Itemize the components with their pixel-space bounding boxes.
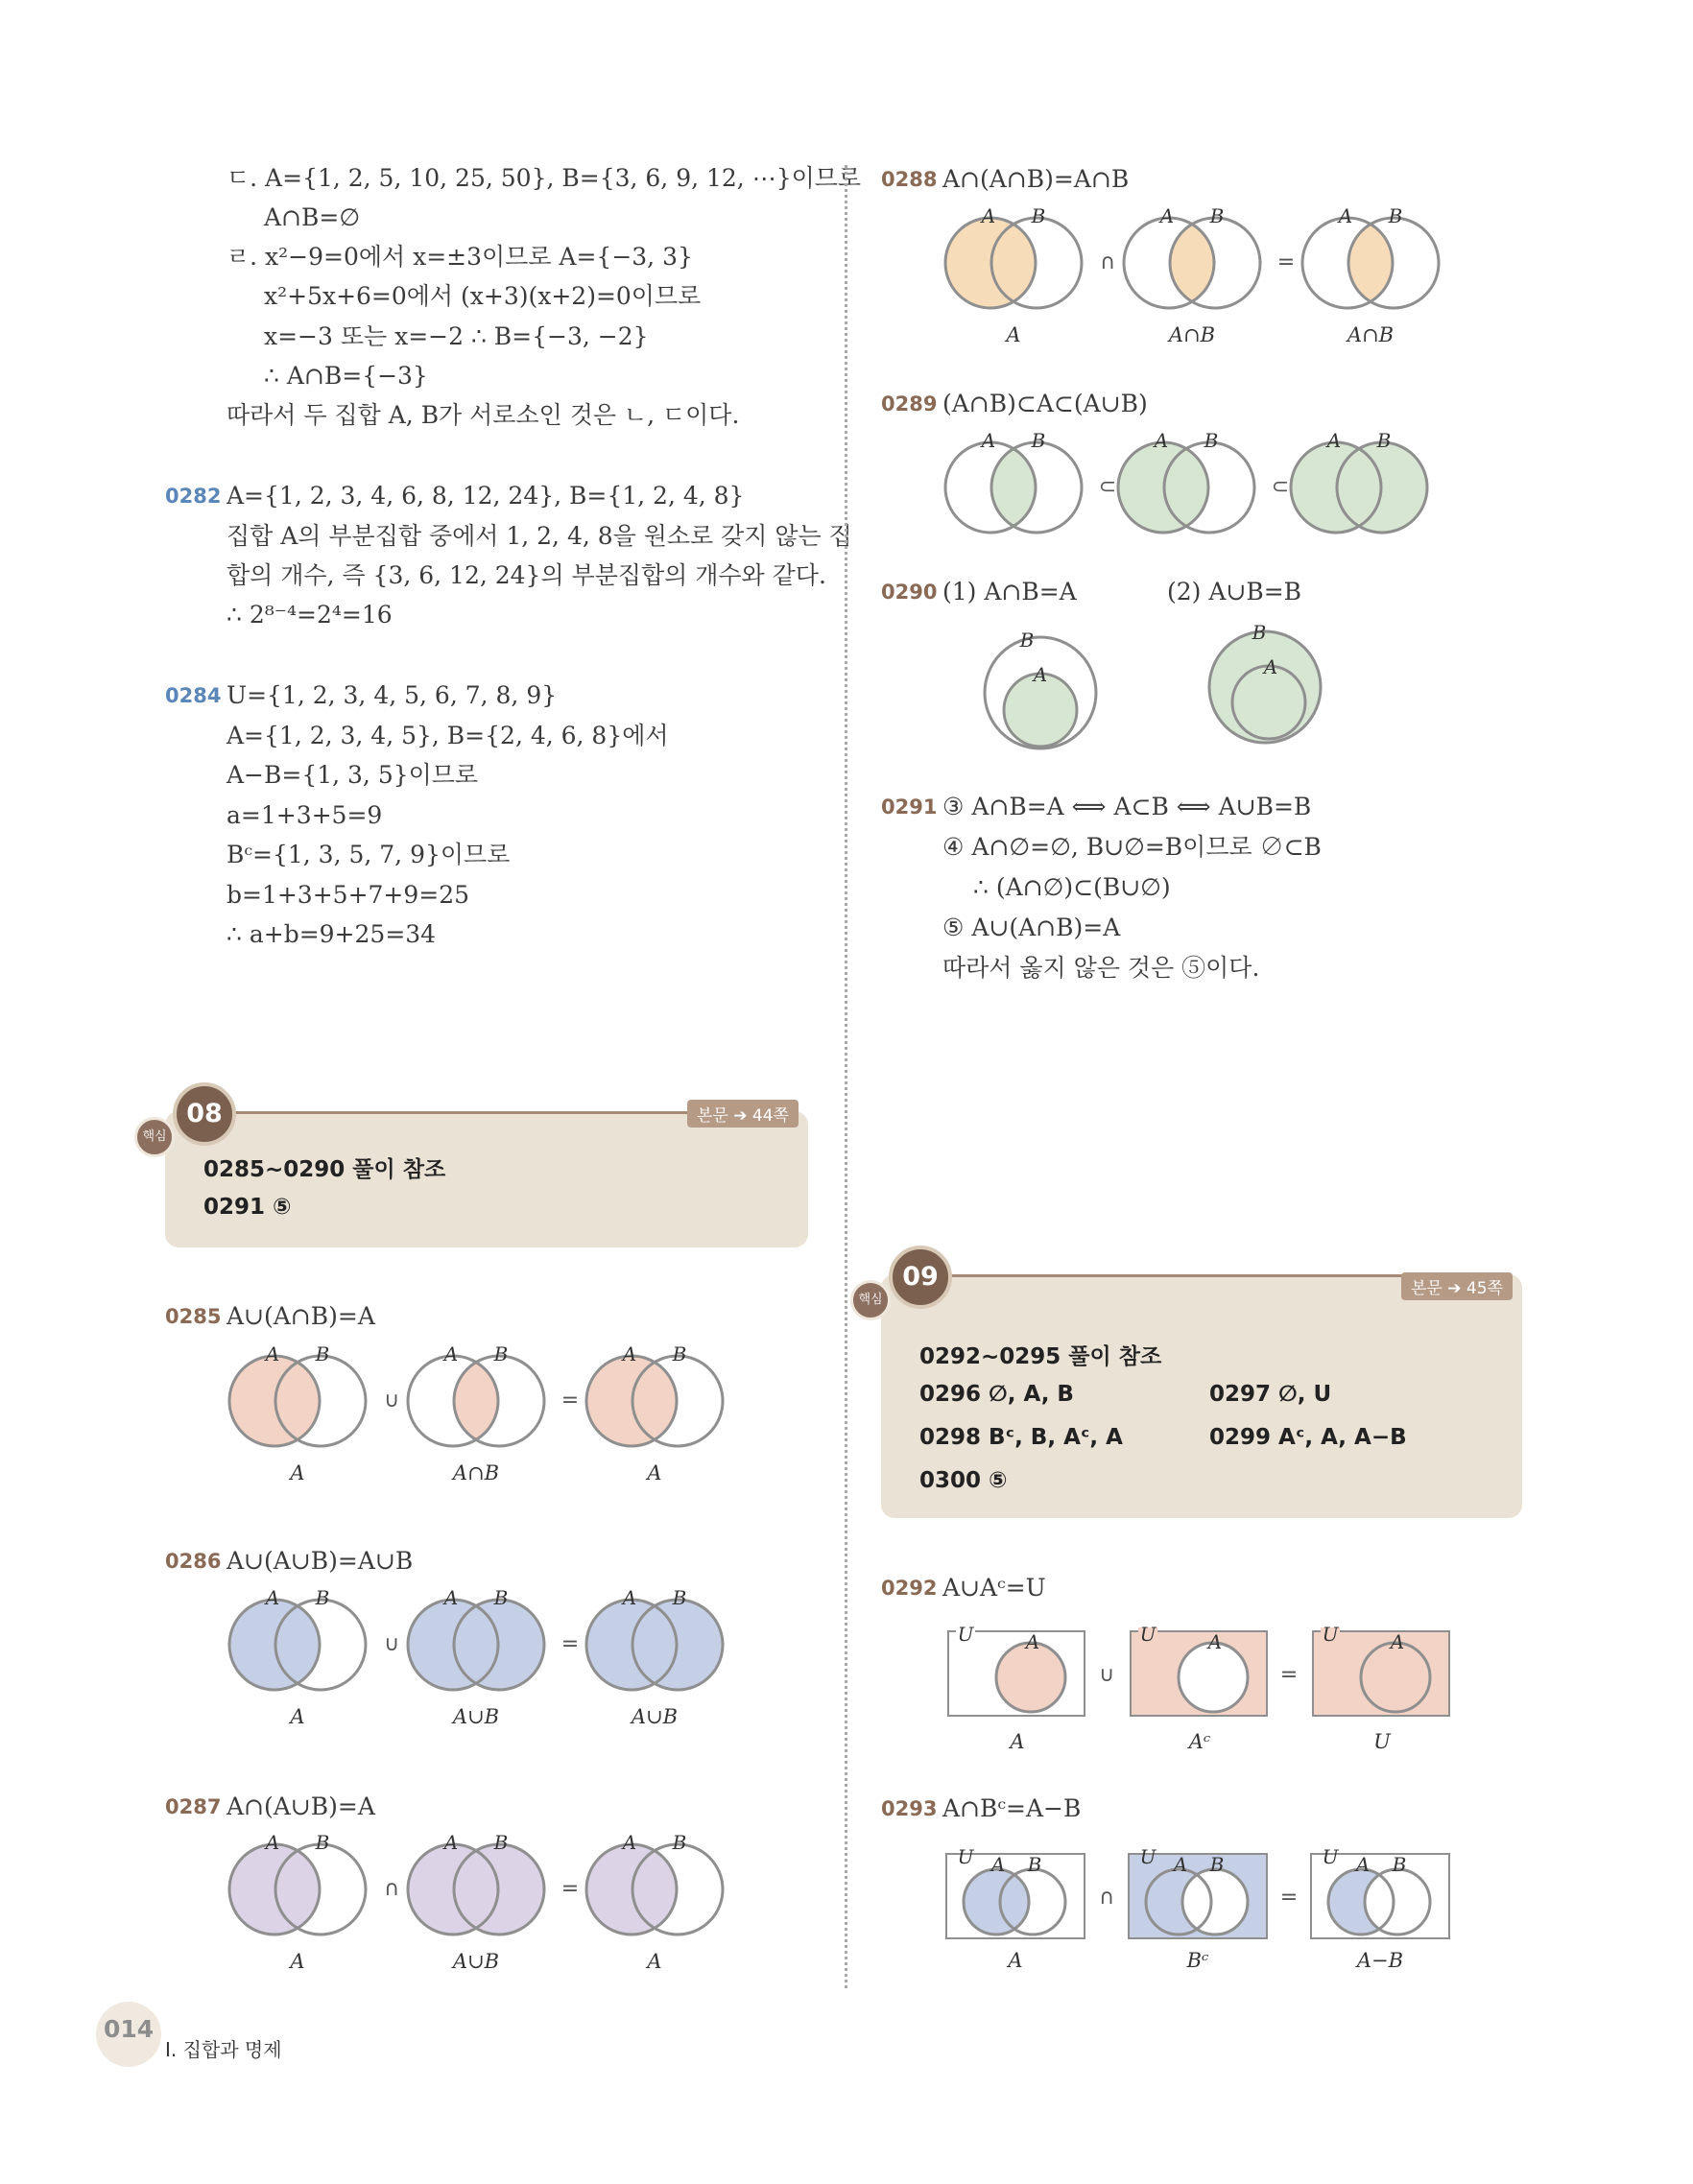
answer-line: 0285~0290 풀이 참조 xyxy=(203,1157,446,1182)
problem-number: 0285 xyxy=(165,1305,222,1328)
set-label-a: A xyxy=(1326,429,1342,452)
diagram-caption xyxy=(409,1947,543,1976)
equation-title: A∩(A∪B)=A xyxy=(227,1792,375,1820)
svg-text:∩: ∩ xyxy=(1099,250,1116,274)
diagram-caption-text: Bᶜ xyxy=(1186,1949,1209,1972)
text-line: ㄷ. A={1, 2, 5, 10, 25, 50}, B={3, 6, 9, 12, ⋯}이므로 xyxy=(227,164,862,192)
core-label: 핵심 xyxy=(134,1117,175,1157)
set-label-b: B xyxy=(672,1586,687,1609)
set-label-b: B xyxy=(1031,204,1046,227)
page-number: 014 xyxy=(104,2015,155,2043)
diagram-caption-text: A xyxy=(647,1950,662,1973)
diagram-caption xyxy=(230,1459,365,1487)
problem-number: 0284 xyxy=(165,684,222,707)
set-label-a: A xyxy=(981,204,996,227)
diagram-caption-text: A xyxy=(1006,323,1021,346)
set-label-b: B xyxy=(1019,629,1035,652)
set-label-b: B xyxy=(493,1342,509,1365)
equation-title: A∩Bᶜ=A−B xyxy=(942,1794,1082,1822)
venn-diagram xyxy=(227,1586,370,1695)
universal-set-diagram xyxy=(1129,1623,1269,1720)
set-label-b: B xyxy=(1252,621,1267,644)
set-label-b: B xyxy=(672,1831,687,1854)
venn-diagram xyxy=(1205,620,1340,754)
problem-number: 0291 xyxy=(881,795,938,819)
diagram-caption-text: A∩B xyxy=(452,1461,500,1484)
svg-text:=: = xyxy=(560,1632,580,1656)
text-line: ∴ (A∩∅)⊂(B∪∅) xyxy=(973,873,1171,901)
set-label-a: A xyxy=(1355,1853,1371,1876)
text-line: ∴ 2⁸⁻⁴=2⁴=16 xyxy=(227,601,393,629)
page-reference: 본문 ➔ 44쪽 xyxy=(687,1100,799,1128)
text-line: A−B={1, 3, 5}이므로 xyxy=(227,761,479,789)
universal-set-diagram xyxy=(1311,1623,1451,1720)
operator-symbol xyxy=(556,1874,584,1903)
diagram-caption-text: A xyxy=(290,1705,305,1728)
equation-title: A∩(A∩B)=A∩B xyxy=(942,165,1130,193)
set-label-b: B xyxy=(1204,429,1219,452)
answer-line: 0300 ⑤ xyxy=(919,1468,1008,1493)
problem-number: 0289 xyxy=(881,392,938,415)
universal-set-diagram xyxy=(946,1623,1086,1720)
operator-symbol xyxy=(1092,1883,1121,1911)
answer-line: 0296 ∅, A, B xyxy=(919,1382,1074,1407)
chapter-title: I. 집합과 명제 xyxy=(165,2038,282,2061)
diagram-caption xyxy=(1313,1946,1447,1975)
text-line: ∴ a+b=9+25=34 xyxy=(227,920,437,948)
set-label-a: A xyxy=(1390,1630,1405,1653)
svg-text:=: = xyxy=(1279,1886,1299,1910)
set-label-a: A xyxy=(265,1831,280,1854)
diagram-caption-text: A∪B xyxy=(631,1705,679,1728)
set-label-a: A xyxy=(1207,1630,1223,1653)
equation-title: A∪(A∩B)=A xyxy=(227,1302,375,1330)
box-top-rule xyxy=(891,1274,1409,1277)
diagram-caption-text: A xyxy=(647,1461,662,1484)
venn-diagram xyxy=(1121,204,1265,313)
set-label-b: B xyxy=(1027,1853,1042,1876)
operator-symbol xyxy=(1275,1883,1303,1911)
operator-symbol xyxy=(1275,1660,1303,1689)
set-label-u: U xyxy=(1139,1623,1156,1646)
operator-symbol xyxy=(377,1386,406,1414)
diagram-caption xyxy=(950,1727,1085,1756)
svg-text:∪: ∪ xyxy=(1098,1663,1115,1687)
set-label-a: A xyxy=(1173,1853,1188,1876)
diagram-caption xyxy=(230,1702,365,1731)
venn-diagram xyxy=(942,204,1086,313)
set-label-b: B xyxy=(315,1831,330,1854)
problem-number: 0286 xyxy=(165,1550,222,1573)
equation-title: (1) A∩B=A xyxy=(942,578,1077,605)
diagram-caption-text: A xyxy=(1008,1949,1023,1972)
venn-diagram xyxy=(1300,204,1443,313)
svg-text:=: = xyxy=(1276,250,1296,274)
svg-text:=: = xyxy=(560,1877,580,1901)
operator-symbol xyxy=(1092,1660,1121,1689)
set-label-u: U xyxy=(957,1845,974,1868)
diagram-caption-text: A∩B xyxy=(1168,323,1216,346)
venn-diagram xyxy=(1288,429,1432,537)
set-label-b: B xyxy=(315,1586,330,1609)
set-label-b: B xyxy=(672,1342,687,1365)
set-label-u: U xyxy=(1322,1845,1339,1868)
set-label-a: A xyxy=(443,1586,459,1609)
set-label-b: B xyxy=(1376,429,1392,452)
diagram-caption xyxy=(587,1459,722,1487)
diagram-caption xyxy=(1315,1727,1449,1756)
set-label-b: B xyxy=(1209,204,1225,227)
text-line: 따라서 두 집합 A, B가 서로소인 것은 ㄴ, ㄷ이다. xyxy=(227,401,740,429)
operator-symbol xyxy=(1093,472,1122,501)
set-label-a: A xyxy=(1025,1630,1040,1653)
venn-diagram xyxy=(584,1342,727,1451)
venn-diagram xyxy=(227,1342,370,1451)
set-label-a: A xyxy=(1159,204,1175,227)
diagram-caption xyxy=(409,1459,543,1487)
text-line: x²+5x+6=0에서 (x+3)(x+2)=0이므로 xyxy=(264,282,702,310)
set-label-b: B xyxy=(493,1586,509,1609)
answer-line: 0291 ⑤ xyxy=(203,1195,292,1220)
svg-text:⊂: ⊂ xyxy=(1098,475,1117,499)
operator-symbol xyxy=(377,1874,406,1903)
set-label-a: A xyxy=(990,1853,1006,1876)
universal-set-diagram xyxy=(1309,1845,1451,1942)
equation-title: A∪Aᶜ=U xyxy=(942,1574,1046,1602)
diagram-caption-text: Aᶜ xyxy=(1188,1730,1211,1753)
page-reference: 본문 ➔ 45쪽 xyxy=(1401,1272,1513,1300)
set-label-a: A xyxy=(622,1342,637,1365)
set-label-b: B xyxy=(1209,1853,1225,1876)
column-divider xyxy=(845,165,847,1988)
diagram-caption xyxy=(587,1947,722,1976)
set-label-b: B xyxy=(315,1342,330,1365)
equation-title: (2) A∪B=B xyxy=(1167,578,1302,605)
text-line: A={1, 2, 3, 4, 6, 8, 12, 24}, B={1, 2, 4, 8} xyxy=(227,482,745,510)
set-label-a: A xyxy=(1154,429,1169,452)
universal-set-diagram xyxy=(1127,1845,1269,1942)
set-label-a: A xyxy=(1263,655,1278,678)
venn-diagram xyxy=(584,1586,727,1695)
set-label-a: A xyxy=(443,1831,459,1854)
diagram-caption xyxy=(230,1947,365,1976)
set-label-u: U xyxy=(1139,1845,1156,1868)
set-label-a: A xyxy=(981,429,996,452)
text-line: Bᶜ={1, 3, 5, 7, 9}이므로 xyxy=(227,841,511,868)
set-label-a: A xyxy=(265,1586,280,1609)
section-badge: 08 xyxy=(173,1082,236,1146)
text-line: ∴ A∩B={−3} xyxy=(264,362,428,390)
svg-text:=: = xyxy=(1279,1663,1299,1687)
text-line: A={1, 2, 3, 4, 5}, B={2, 4, 6, 8}에서 xyxy=(227,722,669,749)
text-line: ㄹ. x²−9=0에서 x=±3이므로 A={−3, 3} xyxy=(227,243,693,271)
set-label-b: B xyxy=(1388,204,1403,227)
problem-number: 0293 xyxy=(881,1797,938,1820)
set-label-b: B xyxy=(493,1831,509,1854)
problem-number: 0288 xyxy=(881,168,938,191)
diagram-caption xyxy=(1125,320,1259,349)
operator-symbol xyxy=(1266,472,1295,501)
diagram-caption xyxy=(409,1702,543,1731)
text-line: ③ A∩B=A ⟺ A⊂B ⟺ A∪B=B xyxy=(942,793,1312,820)
text-line: 합의 개수, 즉 {3, 6, 12, 24}의 부분집합의 개수와 같다. xyxy=(227,561,826,589)
set-label-a: A xyxy=(1338,204,1353,227)
section-badge: 09 xyxy=(889,1246,952,1309)
set-label-a: A xyxy=(265,1342,280,1365)
text-line: U={1, 2, 3, 4, 5, 6, 7, 8, 9} xyxy=(227,681,558,709)
text-line: 따라서 옳지 않은 것은 ⑤이다. xyxy=(942,954,1260,982)
text-line: b=1+3+5+7+9=25 xyxy=(227,881,470,909)
diagram-caption xyxy=(1131,1946,1265,1975)
text-line: a=1+3+5=9 xyxy=(227,801,383,829)
operator-symbol xyxy=(556,1629,584,1658)
operator-symbol xyxy=(377,1629,406,1658)
operator-symbol xyxy=(1272,248,1300,276)
set-label-a: A xyxy=(622,1831,637,1854)
venn-diagram xyxy=(973,624,1108,758)
problem-number: 0282 xyxy=(165,485,222,508)
svg-text:=: = xyxy=(560,1389,580,1412)
svg-text:∪: ∪ xyxy=(383,1389,400,1412)
text-line: ④ A∩∅=∅, B∪∅=B이므로 ∅⊂B xyxy=(942,833,1322,861)
set-label-a: A xyxy=(443,1342,459,1365)
svg-text:⊂: ⊂ xyxy=(1271,475,1290,499)
venn-diagram xyxy=(405,1342,549,1451)
operator-symbol xyxy=(1093,248,1122,276)
diagram-caption-text: A xyxy=(290,1461,305,1484)
diagram-caption-text: A xyxy=(1010,1730,1025,1753)
diagram-caption xyxy=(1303,320,1438,349)
box-top-rule xyxy=(175,1111,693,1114)
venn-diagram xyxy=(227,1831,370,1939)
diagram-caption xyxy=(587,1702,722,1731)
answer-line: 0297 ∅, U xyxy=(1209,1382,1332,1407)
answer-line: 0298 Bᶜ, B, Aᶜ, A xyxy=(919,1425,1123,1450)
venn-diagram xyxy=(942,429,1086,537)
text-line: ⑤ A∪(A∩B)=A xyxy=(942,914,1121,941)
set-label-u: U xyxy=(957,1623,974,1646)
equation-title: (A∩B)⊂A⊂(A∪B) xyxy=(942,390,1148,417)
problem-number: 0290 xyxy=(881,581,938,604)
text-line: 집합 A의 부분집합 중에서 1, 2, 4, 8을 원소로 갖지 않는 집 xyxy=(227,522,852,550)
diagram-caption xyxy=(948,1946,1083,1975)
set-label-b: B xyxy=(1392,1853,1407,1876)
venn-diagram xyxy=(405,1831,549,1939)
diagram-caption xyxy=(1133,1727,1267,1756)
set-label-a: A xyxy=(1033,663,1048,686)
problem-number: 0287 xyxy=(165,1795,222,1818)
svg-text:∩: ∩ xyxy=(383,1877,400,1901)
venn-diagram xyxy=(405,1586,549,1695)
answer-line: 0299 Aᶜ, A, A−B xyxy=(1209,1425,1407,1450)
diagram-caption-text: A xyxy=(290,1950,305,1973)
set-label-u: U xyxy=(1322,1623,1339,1646)
text-line: A∩B=∅ xyxy=(264,203,361,231)
problem-number: 0292 xyxy=(881,1577,938,1600)
set-label-a: A xyxy=(622,1586,637,1609)
diagram-caption-text: A∩B xyxy=(1347,323,1395,346)
diagram-caption-text: A−B xyxy=(1356,1949,1404,1972)
answer-line: 0292~0295 풀이 참조 xyxy=(919,1344,1162,1369)
svg-text:∩: ∩ xyxy=(1098,1886,1115,1910)
diagram-caption-text: A∪B xyxy=(452,1705,500,1728)
svg-text:∪: ∪ xyxy=(383,1632,400,1656)
diagram-caption-text: A∪B xyxy=(452,1950,500,1973)
diagram-caption-text: U xyxy=(1373,1730,1391,1753)
universal-set-diagram xyxy=(944,1845,1086,1942)
equation-title: A∪(A∪B)=A∪B xyxy=(227,1547,414,1575)
set-label-b: B xyxy=(1031,429,1046,452)
venn-diagram xyxy=(584,1831,727,1939)
venn-diagram xyxy=(1115,429,1259,537)
operator-symbol xyxy=(556,1386,584,1414)
text-line: x=−3 또는 x=−2 ∴ B={−3, −2} xyxy=(264,322,649,350)
core-label: 핵심 xyxy=(850,1280,891,1320)
diagram-caption xyxy=(946,320,1081,349)
